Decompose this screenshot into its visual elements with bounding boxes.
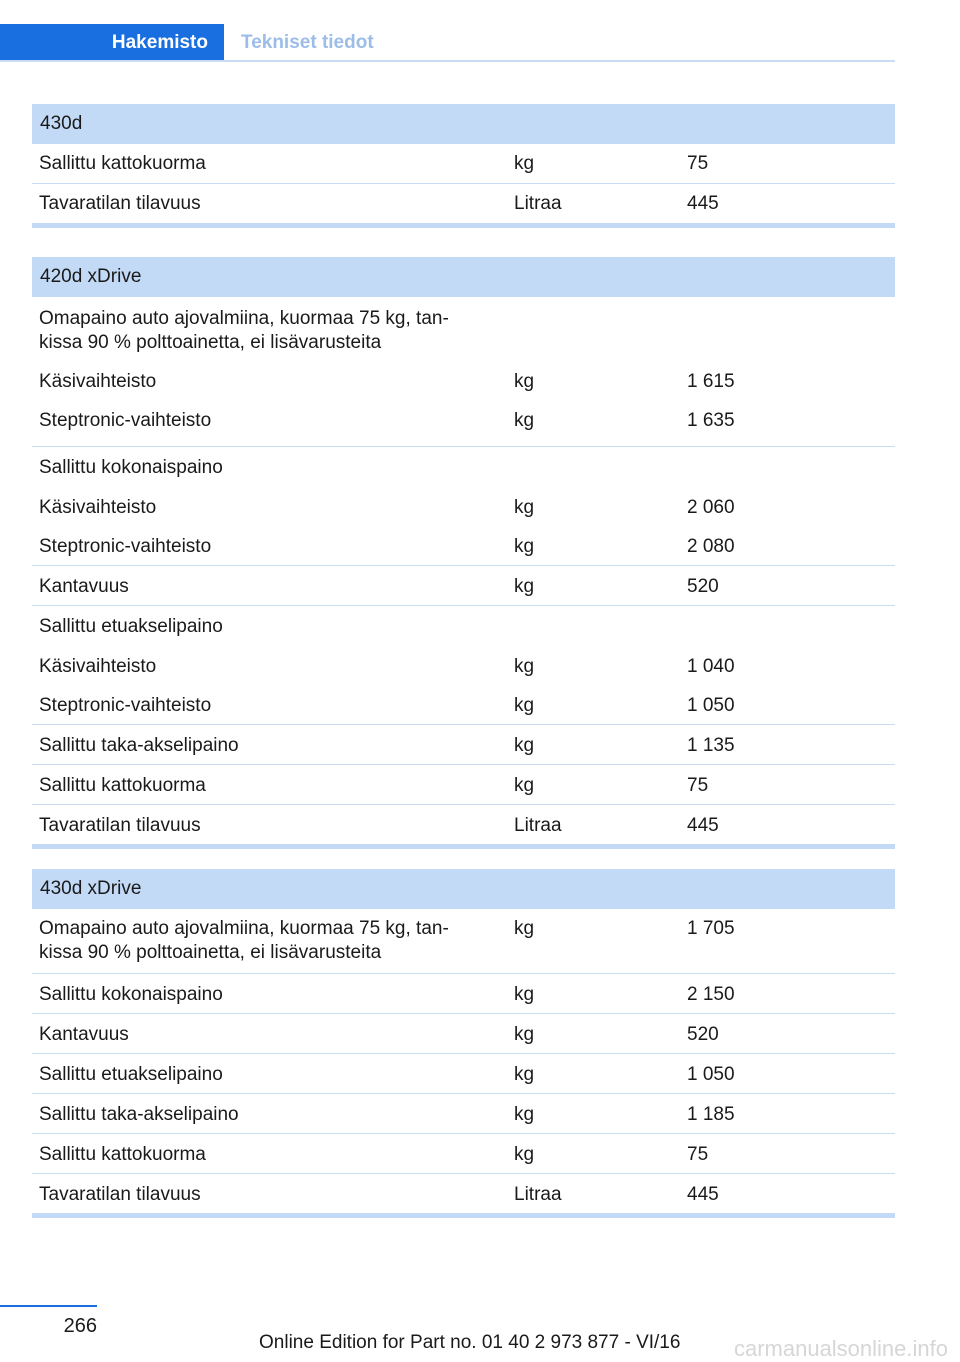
- row-label: Sallittu taka-akselipaino: [39, 735, 239, 756]
- table-row: [32, 487, 895, 526]
- tab-hakemisto[interactable]: Hakemisto: [0, 24, 224, 62]
- row-unit: kg: [514, 153, 535, 174]
- table-430d-xdrive: [32, 869, 895, 1218]
- table-row: [32, 1174, 895, 1213]
- edition-text: Online Edition for Part no. 01 40 2 973 877 - VI/16: [259, 1332, 681, 1353]
- row-label: Kantavuus: [39, 576, 129, 597]
- page-header: [0, 24, 895, 62]
- row-value: 1 135: [687, 735, 735, 756]
- page-number-line: [0, 1305, 97, 1307]
- row-unit: Litraa: [514, 815, 562, 836]
- table-row: [32, 297, 895, 368]
- row-unit: kg: [514, 984, 535, 1005]
- row-value: 520: [687, 576, 719, 597]
- table-row: [32, 144, 895, 184]
- row-unit: kg: [514, 695, 535, 716]
- table-row: [32, 805, 895, 844]
- row-value: 445: [687, 1184, 719, 1205]
- row-unit: kg: [514, 576, 535, 597]
- row-label: Sallittu kokonaispaino: [39, 457, 223, 478]
- row-label: Omapaino auto ajovalmiina, kuormaa 75 kg, tan‐ kissa 90 % polttoainetta, ei lisävarusteita: [39, 308, 449, 353]
- table-row: [32, 526, 895, 566]
- table-430d: [32, 104, 895, 228]
- row-label: Omapaino auto ajovalmiina, kuormaa 75 kg, tan‐ kissa 90 % polttoainetta, ei lisävarusteita: [39, 918, 449, 963]
- row-label: Sallittu kokonaispaino: [39, 984, 223, 1005]
- row-unit: kg: [514, 656, 535, 677]
- table-row: [32, 606, 895, 646]
- row-value: 1 705: [687, 918, 735, 939]
- row-unit: kg: [514, 1144, 535, 1165]
- row-unit: kg: [514, 1104, 535, 1125]
- row-label: Sallittu kattokuorma: [39, 775, 206, 796]
- row-label: Sallittu etuakselipaino: [39, 616, 223, 637]
- row-label: Sallittu taka-akselipaino: [39, 1104, 239, 1125]
- row-value: 1 050: [687, 1064, 735, 1085]
- row-value: 2 080: [687, 536, 735, 557]
- row-label: Tavaratilan tilavuus: [39, 193, 201, 214]
- row-label: Käsivaihteisto: [39, 371, 157, 392]
- row-value: 75: [687, 153, 709, 174]
- row-value: 2 150: [687, 984, 735, 1005]
- table-end-bar: [32, 223, 895, 228]
- table-row: [32, 909, 895, 974]
- table-row: [32, 368, 895, 407]
- row-value: 1 635: [687, 410, 735, 431]
- row-label: Tavaratilan tilavuus: [39, 1184, 201, 1205]
- row-label: Sallittu kattokuorma: [39, 1144, 206, 1165]
- row-unit: Litraa: [514, 193, 562, 214]
- table-end-bar: [32, 844, 895, 849]
- table-row: [32, 1014, 895, 1054]
- table-title: 420d xDrive: [32, 257, 895, 297]
- row-unit: Litraa: [514, 1184, 562, 1205]
- table-title: 430d xDrive: [32, 869, 895, 909]
- row-label: Käsivaihteisto: [39, 497, 157, 518]
- row-value: 1 040: [687, 656, 735, 677]
- row-value: 75: [687, 775, 709, 796]
- table-420d-xdrive: [32, 257, 895, 849]
- row-value: 520: [687, 1024, 719, 1045]
- row-value: 1 185: [687, 1104, 735, 1125]
- row-unit: kg: [514, 536, 535, 557]
- table-row: [32, 566, 895, 606]
- table-row: [32, 447, 895, 487]
- table-row: [32, 184, 895, 223]
- table-row: [32, 974, 895, 1014]
- row-value: 2 060: [687, 497, 735, 518]
- row-value: 445: [687, 815, 719, 836]
- row-unit: kg: [514, 1064, 535, 1085]
- row-value: 1 050: [687, 695, 735, 716]
- table-title: 430d: [32, 104, 895, 144]
- table-row: [32, 725, 895, 765]
- table-row: [32, 646, 895, 685]
- table-row: [32, 1134, 895, 1174]
- watermark: carmanualsonline.info: [733, 1336, 948, 1361]
- row-label: Steptronic-vaihteisto: [39, 410, 212, 431]
- row-value: 1 615: [687, 371, 735, 392]
- row-unit: kg: [514, 918, 535, 939]
- row-label: Steptronic-vaihteisto: [39, 536, 212, 557]
- table-row: [32, 1054, 895, 1094]
- header-divider: [0, 60, 895, 62]
- row-value: 445: [687, 193, 719, 214]
- row-label: Sallittu kattokuorma: [39, 153, 206, 174]
- row-unit: kg: [514, 497, 535, 518]
- row-unit: kg: [514, 775, 535, 796]
- row-value: 75: [687, 1144, 709, 1165]
- row-label: Sallittu etuakselipaino: [39, 1064, 223, 1085]
- row-label: Kantavuus: [39, 1024, 129, 1045]
- table-row: [32, 765, 895, 805]
- row-label: Tavaratilan tilavuus: [39, 815, 201, 836]
- row-unit: kg: [514, 410, 535, 431]
- page-number: 266: [63, 1315, 97, 1337]
- table-row: [32, 685, 895, 725]
- table-row: [32, 1094, 895, 1134]
- row-unit: kg: [514, 1024, 535, 1045]
- tab-tekniset-tiedot[interactable]: Tekniset tiedot: [241, 32, 374, 53]
- row-unit: kg: [514, 371, 535, 392]
- row-unit: kg: [514, 735, 535, 756]
- row-label: Käsivaihteisto: [39, 656, 157, 677]
- row-label: Steptronic-vaihteisto: [39, 695, 212, 716]
- table-row: [32, 407, 895, 447]
- table-end-bar: [32, 1213, 895, 1218]
